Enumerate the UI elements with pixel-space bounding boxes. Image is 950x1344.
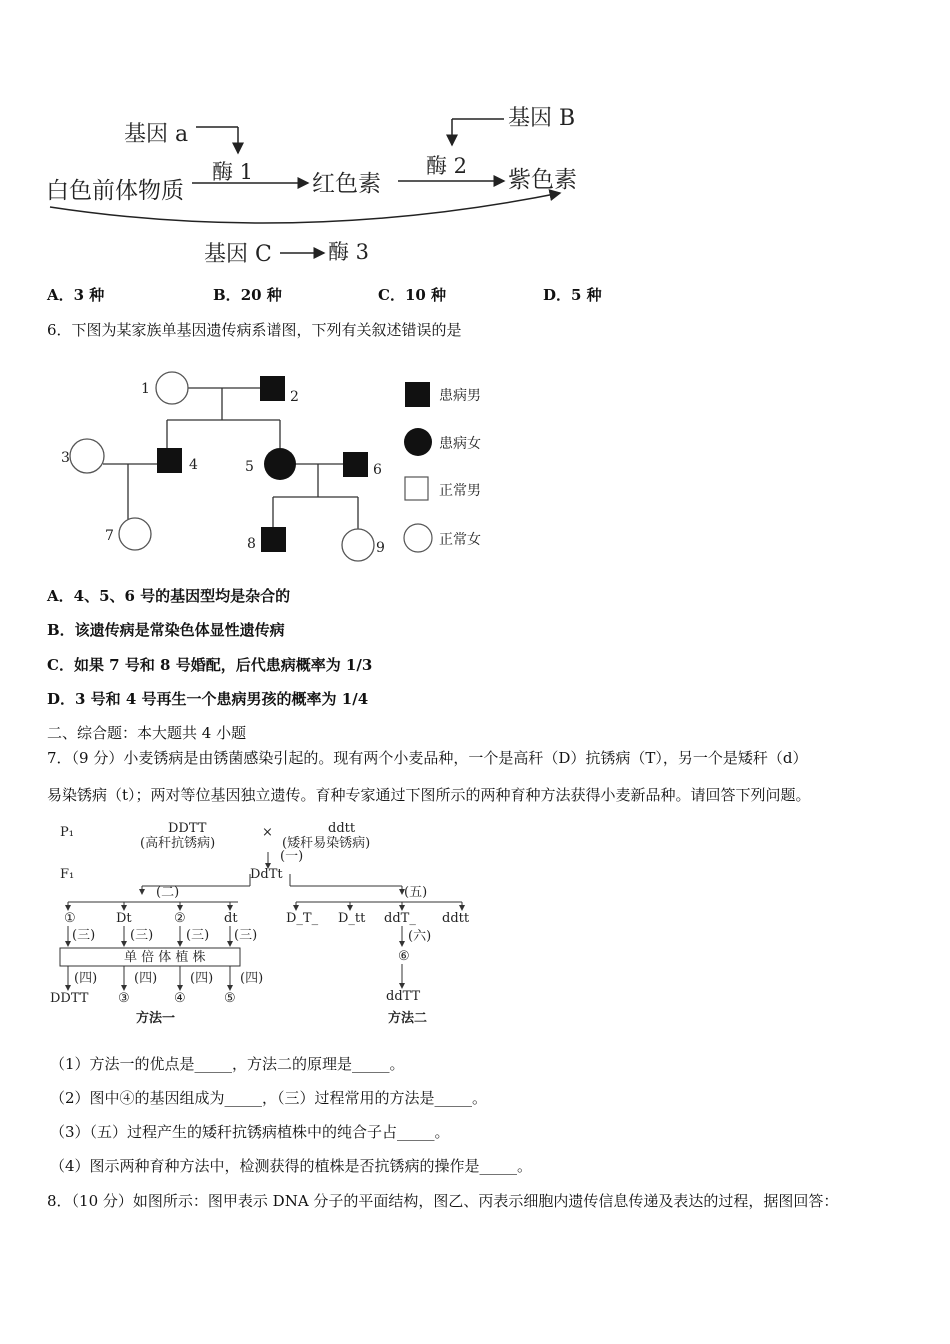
q5-option-d [543, 285, 602, 305]
q5-option-b-letter: B． [213, 286, 241, 304]
parent1-genotype: DDTT [168, 821, 207, 836]
pedigree-id-7: 7 [105, 528, 114, 544]
parent2-genotype: ddtt [328, 821, 356, 836]
individual-2-affected-male [260, 376, 285, 401]
section-heading: 二、综合题：本大题共 4 小题 [47, 724, 247, 742]
product-ddtt-2: ddTT [386, 989, 421, 1004]
individual-6-affected-male [343, 452, 368, 477]
f2-genotype-4: ddtt [442, 911, 470, 926]
q5-option-a-text: 3 种 [73, 286, 105, 304]
q5-option-a [47, 285, 104, 305]
q7-stem-line1: 7．（9 分）小麦锈病是由锈菌感染引起的。现有两个小麦品种，一个是高秆（D）抗锈病（T），另一个是矮秆（d） [47, 749, 808, 767]
gamete-1: ① [64, 911, 76, 926]
step-6-label: (六) [408, 929, 432, 944]
pigment-pathway-diagram [40, 95, 610, 275]
pedigree-id-5: 5 [245, 459, 254, 475]
red-pigment-label: 红色素 [312, 171, 381, 197]
breeding-methods-diagram [50, 820, 490, 1035]
f2-genotype-2: D_tt [338, 911, 366, 926]
pedigree-id-2: 2 [290, 389, 299, 405]
q6-option-c: C．如果 7 号和 8 号婚配，后代患病概率为 1/3 [47, 656, 373, 674]
q5-option-b [213, 285, 282, 305]
pedigree-chart [55, 362, 515, 567]
pedigree-id-3: 3 [61, 450, 70, 466]
purple-pigment-label: 紫色素 [508, 167, 577, 193]
q7-sub-question-1: （1）方法一的优点是_____，方法二的原理是_____。 [50, 1055, 405, 1073]
method-1-label: 方法一 [136, 1011, 176, 1026]
step-3-label-4: (三) [234, 928, 258, 943]
gene-b-label: 基因 B [508, 106, 576, 131]
q8-stem: 8．（10 分）如图所示：图甲表示 DNA 分子的平面结构，图乙、丙表示细胞内遗传信息传递及表达的过程，据图回答： [47, 1192, 839, 1210]
q5-option-c-text: 10 种 [404, 286, 447, 304]
product-6: ⑥ [398, 949, 410, 964]
step-3-label-3: (三) [186, 928, 210, 943]
step-4-label-3: (四) [190, 971, 214, 986]
parent2-desc: (矮秆易染锈病) [282, 836, 371, 851]
pedigree-id-9: 9 [376, 540, 385, 556]
q7-sub-question-4: （4）图示两种育种方法中，检测获得的植株是否抗锈病的操作是_____。 [50, 1157, 533, 1175]
q6-option-a: A．4、5、6 号的基因型均是杂合的 [47, 587, 291, 605]
p1-label: P₁ [60, 825, 74, 840]
step-4-label-4: (四) [240, 971, 264, 986]
q6-option-d: D．3 号和 4 号再生一个患病男孩的概率为 1/4 [47, 690, 369, 708]
gamete-2: Dt [116, 911, 132, 926]
q6-option-b: B．该遗传病是常染色体显性遗传病 [47, 621, 285, 639]
product-3: ③ [118, 991, 130, 1006]
gamete-4: dt [224, 911, 238, 926]
method-2-label: 方法二 [388, 1011, 428, 1026]
individual-7-normal-female [119, 518, 151, 550]
haploid-plants-label: 单 倍 体 植 株 [124, 950, 206, 965]
parent1-desc: (高秆抗锈病) [140, 836, 216, 851]
step-1-label: (一) [280, 849, 304, 864]
pedigree-id-1: 1 [141, 381, 150, 397]
legend-affected-female: 患病女 [439, 436, 481, 452]
precursor-label: 白色前体物质 [46, 178, 184, 204]
step-4-label-2: (四) [134, 971, 158, 986]
pedigree-id-8: 8 [247, 536, 256, 552]
f2-genotype-3: ddT_ [384, 911, 416, 926]
f2-genotype-1: D_T_ [286, 911, 319, 926]
enzyme2-label: 酶 2 [426, 154, 468, 178]
individual-5-affected-female [264, 448, 296, 480]
enzyme3-label: 酶 3 [328, 240, 370, 264]
individual-3-normal-female [70, 439, 104, 473]
f1-label: F₁ [60, 867, 75, 882]
q5-option-c [378, 285, 446, 305]
pedigree-id-6: 6 [373, 462, 382, 478]
step-3-label-1: (三) [72, 928, 96, 943]
pedigree-id-4: 4 [189, 457, 198, 473]
f1-genotype: DdTt [250, 867, 283, 882]
individual-9-normal-female [342, 529, 374, 561]
legend-affected-male: 患病男 [439, 388, 481, 404]
gamete-3: ② [174, 911, 186, 926]
legend-affected-male-symbol [405, 382, 430, 407]
product-ddtt-1: DDTT [50, 991, 89, 1006]
individual-8-affected-male [261, 527, 286, 552]
legend-normal-female: 正常女 [439, 532, 481, 548]
q7-sub-question-2: （2）图中④的基因组成为_____，（三）过程常用的方法是_____。 [50, 1089, 488, 1107]
q6-stem: 6．下图为某家族单基因遗传病系谱图，下列有关叙述错误的是 [47, 321, 462, 339]
q5-option-a-letter: A． [47, 286, 74, 304]
gene-c-label: 基因 C [204, 242, 272, 267]
cross-symbol: × [262, 825, 273, 840]
step-2-label: (二) [156, 885, 180, 900]
q5-option-c-letter: C． [378, 286, 405, 304]
q7-sub-question-3: （3）（五）过程产生的矮秆抗锈病植株中的纯合子占_____。 [50, 1123, 450, 1141]
step-3-label-2: (三) [130, 928, 154, 943]
q5-option-d-letter: D． [543, 286, 572, 304]
individual-4-affected-male [157, 448, 182, 473]
legend-normal-male-symbol [405, 477, 428, 500]
product-5: ⑤ [224, 991, 236, 1006]
q7-stem-line2: 易染锈病（t）；两对等位基因独立遗传。育种专家通过下图所示的两种育种方法获得小麦新品种。请回答下列问题。 [47, 786, 811, 804]
legend-normal-female-symbol [404, 524, 432, 552]
legend-normal-male: 正常男 [439, 483, 481, 499]
q5-option-d-text: 5 种 [571, 286, 602, 304]
individual-1-normal-female [156, 372, 188, 404]
enzyme1-label: 酶 1 [212, 160, 254, 184]
step-4-label-1: (四) [74, 971, 98, 986]
legend-affected-female-symbol [404, 428, 432, 456]
q5-option-b-text: 20 种 [240, 286, 282, 304]
gene-a-label: 基因 a [124, 122, 189, 147]
product-4: ④ [174, 991, 186, 1006]
step-5-label: (五) [404, 885, 428, 900]
